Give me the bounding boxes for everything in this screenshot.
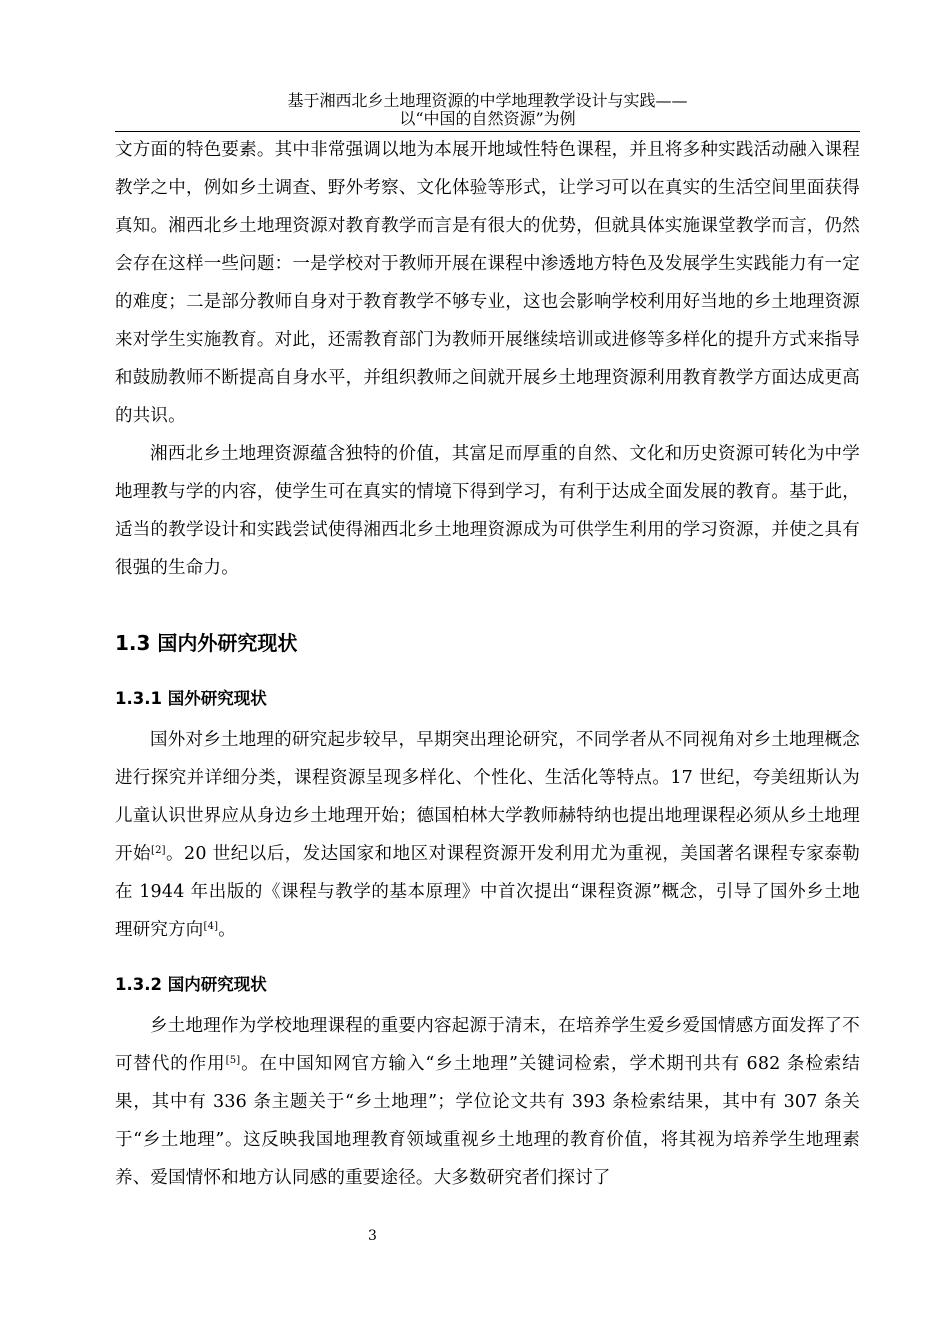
paragraph-foreign-research: [115, 721, 860, 949]
citation-5[interactable]: [5]: [225, 1055, 241, 1066]
text-segment: 国外对乡土地理的研究起步较早，早期突出理论研究，不同学者从不同视角对乡土地理概念进行探究并详细分类，课程资源呈现多样化、个性化、生活化等特点。17 世纪，夸美纽斯认为儿童认识世界应从身边乡土地理开始；德国柏林大学教师赫特纳也提出地理课程必须从乡土地理开始: [115, 730, 860, 864]
page-number: 3: [368, 1228, 377, 1244]
body-text: [115, 131, 860, 1197]
citation-2[interactable]: [2]: [150, 845, 166, 856]
citation-4[interactable]: [4]: [203, 921, 219, 932]
section-heading-1-3-1: 1.3.1 国外研究现状: [115, 689, 267, 708]
paragraph-domestic-research: [115, 1007, 860, 1197]
section-heading-1-3-2: 1.3.2 国内研究现状: [115, 975, 267, 994]
text-segment: 乡土地理作为学校地理课程的重要内容起源于清末，在培养学生爱乡爱国情感方面发挥了不可替代的作用: [115, 1016, 860, 1074]
text-segment: 。: [218, 920, 236, 940]
header-title-line2: 以“中国的自然资源”为例: [399, 109, 576, 128]
text-segment: 。20 世纪以后，发达国家和地区对课程资源开发利用尤为重视，美国著名课程专家泰勒在 1944 年出版的《课程与教学的基本原理》中首次提出“课程资源”概念，引导了国外乡土地理研究方向: [115, 844, 861, 940]
paragraph-continued: 文方面的特色要素。其中非常强调以地为本展开地域性特色课程，并且将多种实践活动融入课程教学之中，例如乡土调查、野外考察、文化体验等形式，让学习可以在真实的生活空间里面获得真知。湘西北乡土地理资源对教育教学而言是有很大的优势，但就具体实施课堂教学而言，仍然会存在这样一些问题：一是学校对于教师开展在课程中渗透地方特色及发展学生实践能力有一定的难度；二是部分教师自身对于教育教学不够专业，这也会影响学校利用好当地的乡土地理资源来对学生实施教育。对此，还需教育部门为教师开展继续培训或进修等多样化的提升方式来指导和鼓励教师不断提高自身水平，并组织教师之间就开展乡土地理资源利用教育教学方面达成更高的共识。: [115, 140, 860, 426]
section-heading-1-3: 1.3 国内外研究现状: [115, 631, 298, 655]
text-segment: 。在中国知网官方输入“乡土地理”关键词检索，学术期刊共有 682 条检索结果，其中有 336 条主题关于“乡土地理”；学位论文共有 393 条检索结果，其中有 307 条关于“乡土地理”。这反映我国地理教育领域重视乡土地理的教育价值，将其视为培养学生地理素养、爱国情怀和地方认同感的重要途径。大多数研究者们探讨了: [115, 1054, 861, 1188]
header-title-line1: 基于湘西北乡土地理资源的中学地理教学设计与实践——: [287, 91, 688, 110]
paragraph-resource-value: 湘西北乡土地理资源蕴含独特的价值，其富足而厚重的自然、文化和历史资源可转化为中学地理教与学的内容，使学生可在真实的情境下得到学习，有利于达成全面发展的教育。基于此，适当的教学设计和实践尝试使得湘西北乡土地理资源成为可供学生利用的学习资源，并使之具有很强的生命力。: [115, 444, 860, 578]
running-header: [115, 92, 860, 128]
